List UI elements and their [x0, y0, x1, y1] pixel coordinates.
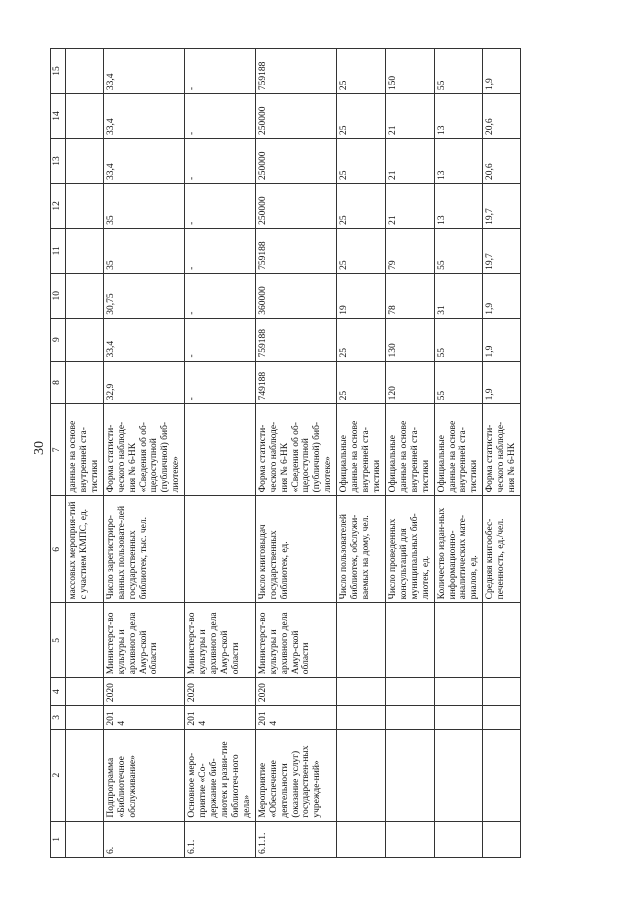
cell-indicator: массовых мероприя-тий с участием КМПС, ед. — [66, 495, 104, 602]
cell-executor: Министерст-во культуры и архивного дела Амур-ской области — [255, 602, 336, 677]
cell-executor — [483, 602, 521, 677]
cell-value: 25 — [337, 318, 386, 361]
cell-value — [66, 138, 104, 183]
cell-end-year — [337, 677, 386, 705]
cell-start-year — [337, 705, 386, 729]
cell-indicator: Число пользователей библиотек, обслужи-ваемых на дому, чел. — [337, 495, 386, 602]
cell-value: 21 — [385, 183, 434, 228]
cell-value: - — [185, 48, 256, 93]
column-number: 5 — [51, 602, 66, 677]
cell-value: - — [185, 273, 256, 318]
cell-name: Подпрограмма «Библиотечное обслуживание» — [103, 729, 184, 821]
cell-value: 250000 — [255, 183, 336, 228]
cell-value: 250000 — [255, 138, 336, 183]
cell-value: - — [185, 228, 256, 273]
cell-executor: Министерст-во культуры и архивного дела Амур-ской области — [185, 602, 256, 677]
cell-executor — [66, 602, 104, 677]
table-row — [66, 48, 104, 857]
page-number: 30 — [32, 441, 47, 455]
cell-number — [483, 821, 521, 857]
cell-value: 120 — [385, 361, 434, 404]
column-number: 14 — [51, 93, 66, 138]
cell-value: 35 — [103, 183, 184, 228]
table-row — [185, 48, 256, 857]
cell-name — [66, 729, 104, 821]
cell-number — [337, 821, 386, 857]
cell-value: 13 — [434, 138, 483, 183]
cell-value: - — [185, 183, 256, 228]
cell-indicator: Число книговыдач государственных библиотек, ед. — [255, 495, 336, 602]
cell-value: 25 — [337, 48, 386, 93]
cell-value: 32,9 — [103, 361, 184, 404]
cell-indicator: Средняя книгообес-печенность, ед./чел. — [483, 495, 521, 602]
cell-value: 55 — [434, 361, 483, 404]
cell-name — [337, 729, 386, 821]
cell-source: Форма статисти-ческого наблюде-ния № 6-НК — [483, 403, 521, 495]
table-row — [434, 48, 483, 857]
column-number: 6 — [51, 495, 66, 602]
cell-indicator — [185, 495, 256, 602]
column-number: 7 — [51, 403, 66, 495]
cell-value — [66, 228, 104, 273]
cell-value: 25 — [337, 93, 386, 138]
cell-value: 30,75 — [103, 273, 184, 318]
cell-value: 25 — [337, 228, 386, 273]
cell-source: Форма статисти-ческого наблюде-ния № 6-НК «Сведения об об-щедоступной (публичной) биб-лиотеке» — [103, 403, 184, 495]
cell-number — [66, 821, 104, 857]
cell-value: - — [185, 93, 256, 138]
column-number: 8 — [51, 361, 66, 404]
cell-start-year — [483, 705, 521, 729]
cell-start-year: 2014 — [103, 705, 184, 729]
cell-source — [185, 403, 256, 495]
cell-value — [66, 183, 104, 228]
cell-value: - — [185, 361, 256, 404]
cell-value: 749188 — [255, 361, 336, 404]
cell-value: 250000 — [255, 93, 336, 138]
cell-end-year: 2020 — [103, 677, 184, 705]
column-number: 15 — [51, 48, 66, 93]
cell-source: Официальные данные на основе внутренней ста-тистики — [337, 403, 386, 495]
cell-source: данные на основе внутренней ста-тистики — [66, 403, 104, 495]
cell-value: 13 — [434, 93, 483, 138]
cell-value — [66, 48, 104, 93]
cell-value: 150 — [385, 48, 434, 93]
cell-value: 55 — [434, 48, 483, 93]
cell-value: - — [185, 138, 256, 183]
cell-end-year — [66, 677, 104, 705]
column-number: 13 — [51, 138, 66, 183]
cell-value: 20,6 — [483, 93, 521, 138]
cell-value: 21 — [385, 93, 434, 138]
cell-end-year: 2020 — [185, 677, 256, 705]
cell-value: - — [185, 318, 256, 361]
cell-number: 6.1.1. — [255, 821, 336, 857]
cell-value: 759188 — [255, 228, 336, 273]
cell-value: 1,9 — [483, 318, 521, 361]
column-number: 10 — [51, 273, 66, 318]
cell-value: 19,7 — [483, 183, 521, 228]
cell-indicator: Число проведенных консультаций для муниципальных биб-лиотек, ед. — [385, 495, 434, 602]
cell-executor — [434, 602, 483, 677]
cell-value: 25 — [337, 138, 386, 183]
cell-source: Форма статисти-ческого наблюде-ния № 6-НК «Сведения об об-щедоступной (публичной) биб-лиотеке» — [255, 403, 336, 495]
cell-value: 55 — [434, 228, 483, 273]
cell-value: 1,9 — [483, 48, 521, 93]
cell-start-year: 2014 — [255, 705, 336, 729]
cell-number — [385, 821, 434, 857]
cell-value: 25 — [337, 183, 386, 228]
table-row — [483, 48, 521, 857]
column-number: 2 — [51, 729, 66, 821]
cell-end-year — [385, 677, 434, 705]
cell-end-year: 2020 — [255, 677, 336, 705]
cell-source: Официальные данные на основе внутренней ста-тистики — [434, 403, 483, 495]
cell-start-year — [434, 705, 483, 729]
cell-value: 19,7 — [483, 228, 521, 273]
cell-name — [385, 729, 434, 821]
column-number: 9 — [51, 318, 66, 361]
cell-executor — [385, 602, 434, 677]
cell-name: Мероприятие «Обеспечение деятельности (оказание услуг) государствен-ных учрежде-ний» — [255, 729, 336, 821]
table-row — [255, 48, 336, 857]
cell-value: 1,9 — [483, 361, 521, 404]
cell-value: 33,4 — [103, 318, 184, 361]
cell-value — [66, 318, 104, 361]
cell-value — [66, 273, 104, 318]
cell-value — [66, 93, 104, 138]
table-row — [385, 48, 434, 857]
cell-value — [66, 361, 104, 404]
cell-value: 19 — [337, 273, 386, 318]
column-number: 4 — [51, 677, 66, 705]
cell-name — [483, 729, 521, 821]
cell-value: 78 — [385, 273, 434, 318]
cell-value: 35 — [103, 228, 184, 273]
table-row — [337, 48, 386, 857]
column-number: 1 — [51, 821, 66, 857]
cell-value: 13 — [434, 183, 483, 228]
cell-value: 1,9 — [483, 273, 521, 318]
cell-name — [434, 729, 483, 821]
cell-value: 20,6 — [483, 138, 521, 183]
cell-end-year — [483, 677, 521, 705]
cell-value: 21 — [385, 138, 434, 183]
column-number: 12 — [51, 183, 66, 228]
program-indicators-table — [50, 48, 521, 858]
cell-executor — [337, 602, 386, 677]
cell-name: Основное меро-приятие «Со-держание биб-лиотек и разви-тие библиотеч-ного дела» — [185, 729, 256, 821]
cell-end-year — [434, 677, 483, 705]
column-number: 11 — [51, 228, 66, 273]
cell-value: 31 — [434, 273, 483, 318]
rotated-table-container — [50, 48, 590, 858]
cell-number: 6.1. — [185, 821, 256, 857]
cell-value: 25 — [337, 361, 386, 404]
cell-number: 6. — [103, 821, 184, 857]
cell-value: 360000 — [255, 273, 336, 318]
cell-value: 79 — [385, 228, 434, 273]
cell-value: 130 — [385, 318, 434, 361]
column-number: 3 — [51, 705, 66, 729]
cell-value: 759188 — [255, 318, 336, 361]
cell-indicator: Число зарегистриро-ванных пользовате-лей государственных библиотек, тыс. чел. — [103, 495, 184, 602]
cell-value: 33,4 — [103, 138, 184, 183]
cell-indicator: Количество издан-ных информационно-аналитических мате-риалов, ед. — [434, 495, 483, 602]
column-number-row — [51, 48, 66, 857]
cell-executor: Министерст-во культуры и архивного дела Амур-ской области — [103, 602, 184, 677]
cell-number — [434, 821, 483, 857]
cell-value: 33,4 — [103, 48, 184, 93]
table-row — [103, 48, 184, 857]
cell-value: 55 — [434, 318, 483, 361]
cell-source: Официальные данные на основе внутренней ста-тистики — [385, 403, 434, 495]
cell-start-year: 2014 — [185, 705, 256, 729]
cell-start-year — [66, 705, 104, 729]
cell-start-year — [385, 705, 434, 729]
cell-value: 33,4 — [103, 93, 184, 138]
cell-value: 759188 — [255, 48, 336, 93]
